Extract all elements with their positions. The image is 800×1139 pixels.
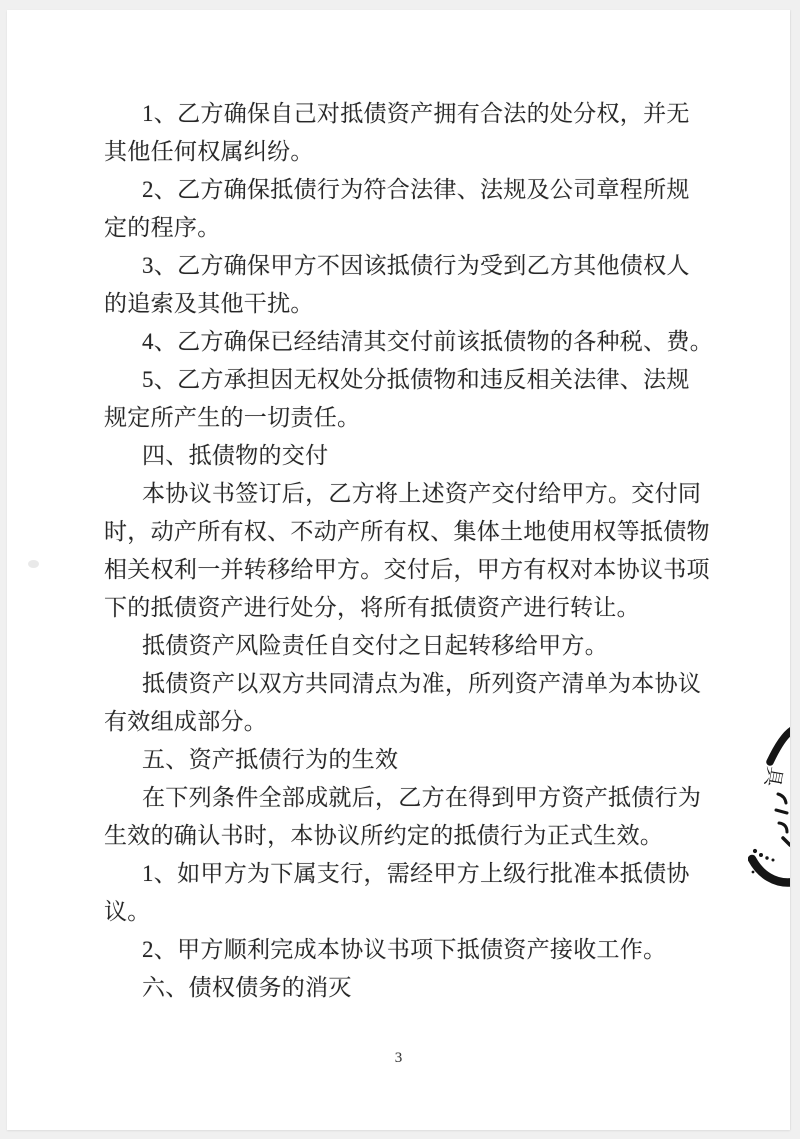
text-line: 4、乙方确保已经结清其交付前该抵债物的各种税、费。 xyxy=(142,329,713,354)
paragraph xyxy=(104,95,716,171)
paragraph xyxy=(104,247,716,323)
paragraph xyxy=(104,741,716,779)
text-line: 5、乙方承担因无权处分抵债物和违反相关法律、法规 xyxy=(142,367,690,392)
ink-stamp xyxy=(748,726,790,894)
text-line: 其他任何权属纠纷。 xyxy=(104,139,314,164)
paragraph xyxy=(104,323,716,361)
text-line: 四、抵债物的交付 xyxy=(142,443,329,468)
paragraph xyxy=(104,171,716,247)
svg-text:具: 具 xyxy=(760,764,786,789)
text-line: 下的抵债资产进行处分，将所有抵债资产进行转让。 xyxy=(104,595,640,620)
paragraph xyxy=(104,779,716,855)
text-line: 3、乙方确保甲方不因该抵债行为受到乙方其他债权人 xyxy=(142,253,690,278)
text-line: 相关权利一并转移给甲方。交付后，甲方有权对本协议书项 xyxy=(104,557,710,582)
text-line: 1、如甲方为下属支行，需经甲方上级行批准本抵债协 xyxy=(142,861,690,886)
text-line: 本协议书签订后，乙方将上述资产交付给甲方。交付同 xyxy=(142,481,702,506)
page-number: 3 xyxy=(394,1050,403,1066)
paragraph xyxy=(104,969,716,1007)
scan-smudge-mark xyxy=(28,560,39,568)
text-line: 定的程序。 xyxy=(104,215,221,240)
paragraph xyxy=(104,475,716,627)
text-line: 在下列条件全部成就后，乙方在得到甲方资产抵债行为 xyxy=(142,785,702,810)
paragraph xyxy=(104,437,716,475)
text-line: 的追索及其他干扰。 xyxy=(104,291,314,316)
text-line: 抵债资产风险责任自交付之日起转移给甲方。 xyxy=(142,633,608,658)
text-line: 2、乙方确保抵债行为符合法律、法规及公司章程所规 xyxy=(142,177,690,202)
text-line: 五、资产抵债行为的生效 xyxy=(142,747,399,772)
paragraph xyxy=(104,931,716,969)
paragraph xyxy=(104,855,716,931)
paragraph xyxy=(104,665,716,741)
text-line: 议。 xyxy=(104,899,151,924)
text-line: 六、债权债务的消灭 xyxy=(142,975,352,1000)
document-page xyxy=(7,10,790,1130)
text-line: 时，动产所有权、不动产所有权、集体土地使用权等抵债物 xyxy=(104,519,710,544)
document-body xyxy=(104,95,716,1007)
paragraph xyxy=(104,361,716,437)
paragraph xyxy=(104,627,716,665)
text-line: 2、甲方顺利完成本协议书项下抵债资产接收工作。 xyxy=(142,937,667,962)
text-line: 生效的确认书时，本协议所约定的抵债行为正式生效。 xyxy=(104,823,664,848)
text-line: 有效组成部分。 xyxy=(104,709,268,734)
text-line: 抵债资产以双方共同清点为准，所列资产清单为本协议 xyxy=(142,671,702,696)
text-line: 1、乙方确保自己对抵债资产拥有合法的处分权，并无 xyxy=(142,101,690,126)
text-line: 规定所产生的一切责任。 xyxy=(104,405,361,430)
